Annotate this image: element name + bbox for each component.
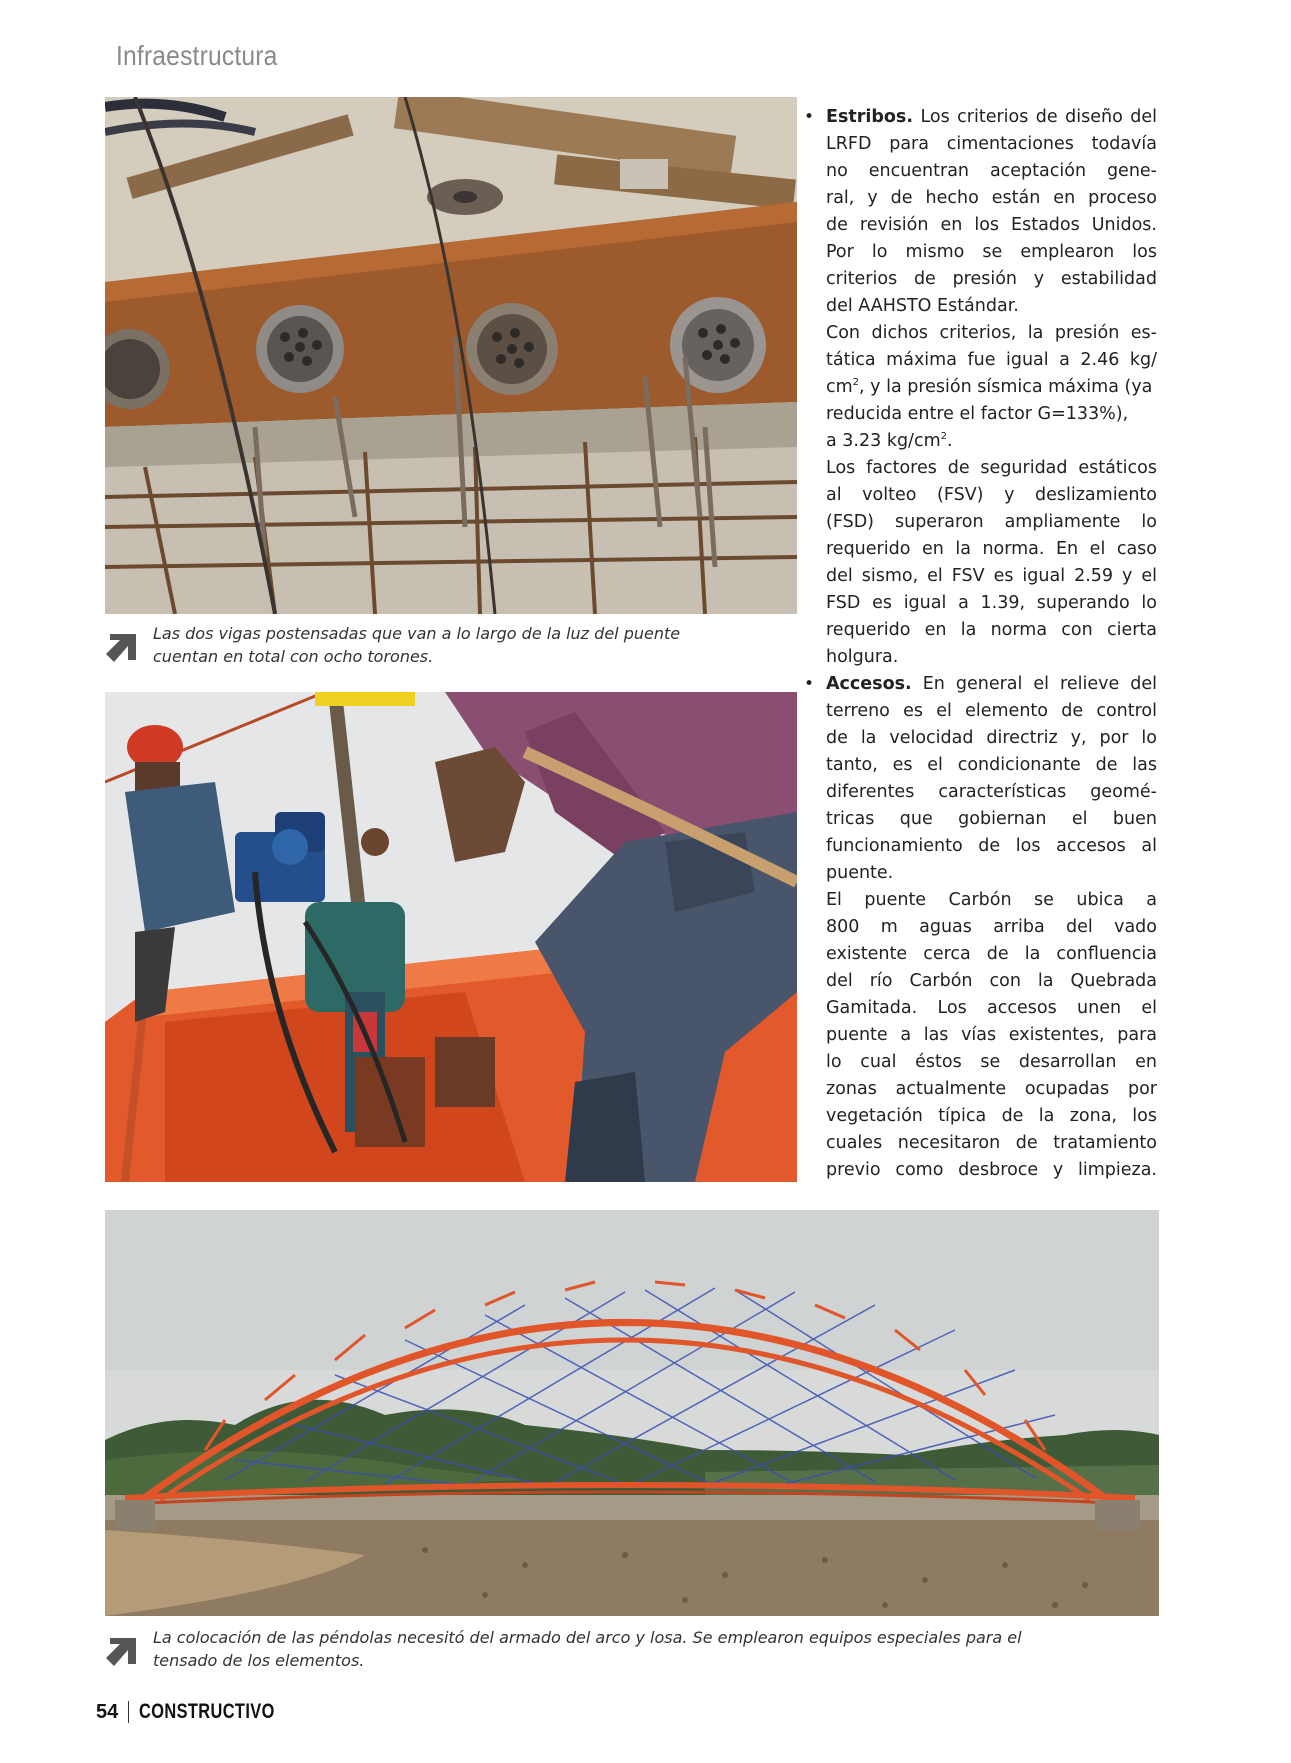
text-line: holgura. [826, 647, 899, 667]
text-line: El puente Carbón se ubica a [826, 890, 1157, 910]
superscript: 2 [940, 431, 947, 443]
text-line: del AAHSTO Estándar. [826, 296, 1019, 316]
text-line: del sismo, el FSV es igual 2.59 y el [826, 566, 1157, 586]
text-line: terreno es el elemento de control [826, 701, 1157, 721]
page-footer [96, 1700, 313, 1724]
text-fragment: . [947, 431, 953, 451]
caption-anchorage [153, 622, 713, 668]
text-line: zonas actualmente ocupadas por [826, 1079, 1157, 1099]
caption-line: Las dos vigas postensadas que van a lo largo de la luz del puente [153, 624, 681, 643]
text-line: al volteo (FSV) y deslizamiento [826, 485, 1157, 505]
text-line: requerido en la norma. En el caso [826, 539, 1157, 559]
workers-tensioning-photo [105, 692, 797, 1182]
text-line: lo cual éstos se desarrollan en [826, 1052, 1157, 1072]
text-fragment: cm [826, 377, 853, 397]
caption-bridge [153, 1626, 1033, 1672]
text-line: criterios de presión y estabilidad [826, 269, 1157, 289]
caption-line: tensado de los elementos. [153, 1651, 365, 1670]
text-line: Gamitada. Los accesos unen el [826, 998, 1157, 1018]
section-header: Infraestructura [116, 40, 278, 71]
magazine-logo: CONSTRUCTIVO [139, 1700, 275, 1723]
text-line: puente a las vías existentes, para [826, 1025, 1157, 1045]
text-fragment: a 3.23 kg/cm [826, 431, 941, 451]
section-estribos [804, 104, 1157, 671]
text-line: no encuentran aceptación gene- [826, 161, 1157, 181]
text-line: Con dichos criterios, la presión es- [826, 323, 1157, 343]
text-line: existente cerca de la confluencia [826, 944, 1157, 964]
article-text [804, 104, 1157, 1184]
text-line: (FSD) superaron ampliamente lo [826, 512, 1157, 532]
superscript: 2 [852, 377, 860, 389]
caption-line: cuentan en total con ocho torones. [153, 647, 434, 666]
anchorage-photo [105, 97, 797, 614]
text-line: requerido en la norma con cierta [826, 620, 1157, 640]
text-line: puente. [826, 863, 894, 883]
text-line: de la velocidad directriz y, por lo [826, 728, 1157, 748]
text-line: En general el relieve del [911, 674, 1157, 694]
text-line: tricas que gobiernan el buen [826, 809, 1157, 829]
text-line: FSD es igual a 1.39, superando lo [826, 593, 1157, 613]
text-line: diferentes características geomé- [826, 782, 1157, 802]
footer-divider [128, 1701, 129, 1723]
text-line: tática máxima fue igual a 2.46 kg/ [826, 350, 1157, 370]
text-line: ral, y de hecho están en proceso [826, 188, 1157, 208]
text-line: Por lo mismo se emplearon los [826, 242, 1157, 262]
estribos-lead: Estribos. [826, 107, 913, 127]
text-line: LRFD para cimentaciones todavía [826, 134, 1157, 154]
text-line: Los factores de seguridad estáticos [826, 458, 1157, 478]
text-line: vegetación típica de la zona, los [826, 1106, 1157, 1126]
arch-bridge-photo [105, 1210, 1159, 1616]
caption-line: La colocación de las péndolas necesitó del armado del arco y losa. Se emplearon equipos especiales para el [153, 1628, 1022, 1647]
text-line: funcionamiento de los accesos al [826, 836, 1157, 856]
caption-arrow-icon [104, 628, 140, 664]
text-line: de revisión en los Estados Unidos. [826, 215, 1157, 235]
accesos-lead: Accesos. [826, 674, 912, 694]
text-line: cuales necesitaron de tratamiento [826, 1133, 1157, 1153]
bullet-icon: • [804, 674, 815, 694]
text-fragment: , y la presión sísmica máxima (ya [859, 377, 1153, 397]
section-accesos [804, 671, 1157, 1184]
page-number: 54 [96, 1700, 119, 1723]
bullet-icon: • [804, 107, 815, 127]
text-line: del río Carbón con la Quebrada [826, 971, 1157, 991]
text-line: reducida entre el factor G=133%), [826, 404, 1129, 424]
text-line: 800 m aguas arriba del vado [826, 917, 1157, 937]
caption-arrow-icon [104, 1632, 140, 1668]
text-line: Los criterios de diseño del [912, 107, 1157, 127]
text-line: tanto, es el condicionante de las [826, 755, 1157, 775]
text-line: previo como desbroce y limpieza. [826, 1160, 1157, 1180]
